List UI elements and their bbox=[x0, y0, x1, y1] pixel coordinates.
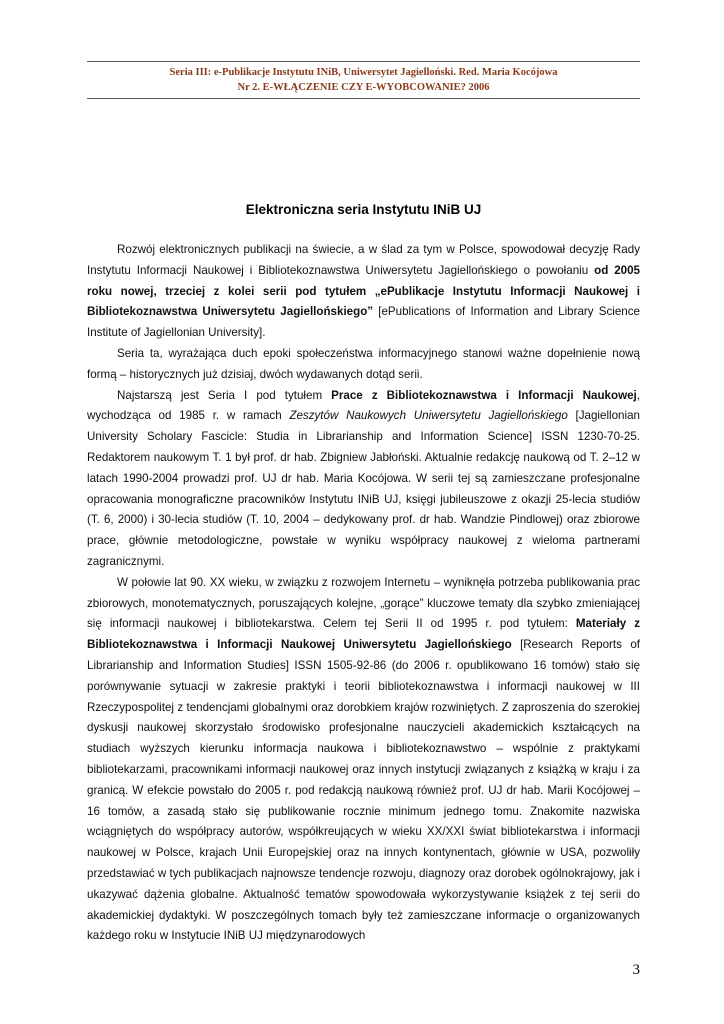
emphasis-series-name: Materiały z Bibliotekoznawstwa i Informacji Naukowej Uniwersytetu Jagiellońskiego bbox=[87, 617, 640, 652]
article-body bbox=[87, 240, 640, 947]
paragraph: Najstarszą jest Seria I pod tytułem Prace z Bibliotekoznawstwa i Informacji Naukowej, wychodząca od 1985 r. w ramach Zeszytów Naukowych Uniwersytetu Jagiellońskiego [Jagiellonian University Scholary Fascicle: Studia in Librarianship and Information Science] ISSN 1230-70-25. Redaktorem naukowym T. 1 był prof. dr hab. Zbigniew Jabłoński. Aktualnie redakcję naukową od T. 2–12 w latach 1990-2004 prowadzi prof. UJ dr hab. Maria Kocójowa. W serii tej są zamieszczane profesjonalne opracowania monograficzne pracowników Instytutu INiB UJ, księgi jubileuszowe z okazji 25-lecia studiów (T. 6, 2000) i 30-lecia studiów (T. 10, 2004 – dedykowany prof. dr hab. Wandzie Pindlowej) oraz zbiorowe prace, głównie metodologiczne, powstałe w wyniku współpracy naukowej z wieloma partnerami zagranicznymi. bbox=[87, 388, 640, 568]
running-header bbox=[87, 61, 640, 99]
paragraph: W połowie lat 90. XX wieku, w związku z rozwojem Internetu – wyniknęła potrzeba publikowania prac zbiorowych, monotematycznych, poruszających kolejne, „gorące” kluczowe tematy dla szybko zmieniającej się informacji naukowej i bibliotekarstwa. Celem tej Serii II od 1995 r. pod tytułem: Materiały z Bibliotekoznawstwa i Informacji Naukowej Uniwersytetu Jagiellońskiego [Research Reports of Librarianship and Information Studies] ISSN 1505-92-86 (do 2006 r. opublikowano 16 tomów) stało się porównywanie sytuacji w zakresie praktyki i teorii bibliotekoznawstwa i informacji naukowej w III Rzeczypospolitej z tendencjami globalnymi oraz dorobkiem krajów rozwiniętych. Z zaproszenia do szerokiej dyskusji naukowej skorzystało środowisko profesjonalne nauczycieli akademickich kształcących na studiach wyższych kierunku informacja naukowa i bibliotekoznawstwo – wspólnie z praktykami bibliotekarzami, pracownikami informacji naukowej oraz innych instytucji związanych z książką w kraju i za granicą. W efekcie powstało do 2005 r. pod redakcją naukową również prof. UJ dr hab. Marii Kocójowej – 16 tomów, a zasadą stało się publikowanie rocznie minimum jednego tomu. Znakomite nazwiska wciągniętych do współpracy autorów, współkreujących w wieku XX/XXI świat bibliotekarstwa i informacji naukowej w Polsce, krajach Unii Europejskiej oraz na innych kontynentach, głównie w USA, pozwoliły przedstawiać w tych publikacjach najnowsze tendencje rozwoju, diagnozy oraz dorobek ogólnokrajowy, jak i ukazywać dążenia globalne. Aktualność tematów spowodowała wykorzystywanie książek z tej serii do akademickiej dydaktyki. W poszczególnych tomach były też zamieszczane informacje o organizowanych każdego roku w Instytucie INiB UJ międzynarodowych bbox=[87, 575, 640, 943]
paragraph: Seria ta, wyrażająca duch epoki społeczeństwa informacyjnego stanowi ważne dopełnienie nową formą – historycznych już dzisiaj, dwóch wydawanych dotąd serii. bbox=[87, 346, 640, 381]
page-number: 3 bbox=[632, 962, 640, 978]
emphasis-series-name: od 2005 roku nowej, trzeciej z kolei serii pod tytułem „ePublikacje Instytutu Informacji Naukowej i Bibliotekoznawstwa Uniwersytetu Jagiellońskiego” bbox=[87, 263, 641, 319]
header-issue-line: Nr 2. E-WŁĄCZENIE CZY E-WYOBCOWANIE? 2006 bbox=[237, 82, 490, 93]
italic-journal-title: Zeszytów Naukowych Uniwersytetu Jagiellońskiego bbox=[289, 409, 568, 423]
paragraph: Rozwój elektronicznych publikacji na świecie, a w ślad za tym w Polsce, spowodował decyzję Rady Instytutu Informacji Naukowej i Bibliotekoznawstwa Uniwersytetu Jagiellońskiego o powołaniu od 2005 roku nowej, trzeciej z kolei serii pod tytułem „ePublikacje Instytutu Informacji Naukowej i Bibliotekoznawstwa Uniwersytetu Jagiellońskiego” [ePublications of Information and Library Science Institute of Jagiellonian University]. bbox=[87, 243, 641, 340]
header-series-line: Seria III: e-Publikacje Instytutu INiB, Uniwersytet Jagielloński. Red. Maria Kocójowa bbox=[169, 67, 558, 78]
emphasis-series-name: Prace z Bibliotekoznawstwa i Informacji Naukowej bbox=[331, 388, 637, 402]
section-title: Elektroniczna seria Instytutu INiB UJ bbox=[245, 202, 482, 217]
